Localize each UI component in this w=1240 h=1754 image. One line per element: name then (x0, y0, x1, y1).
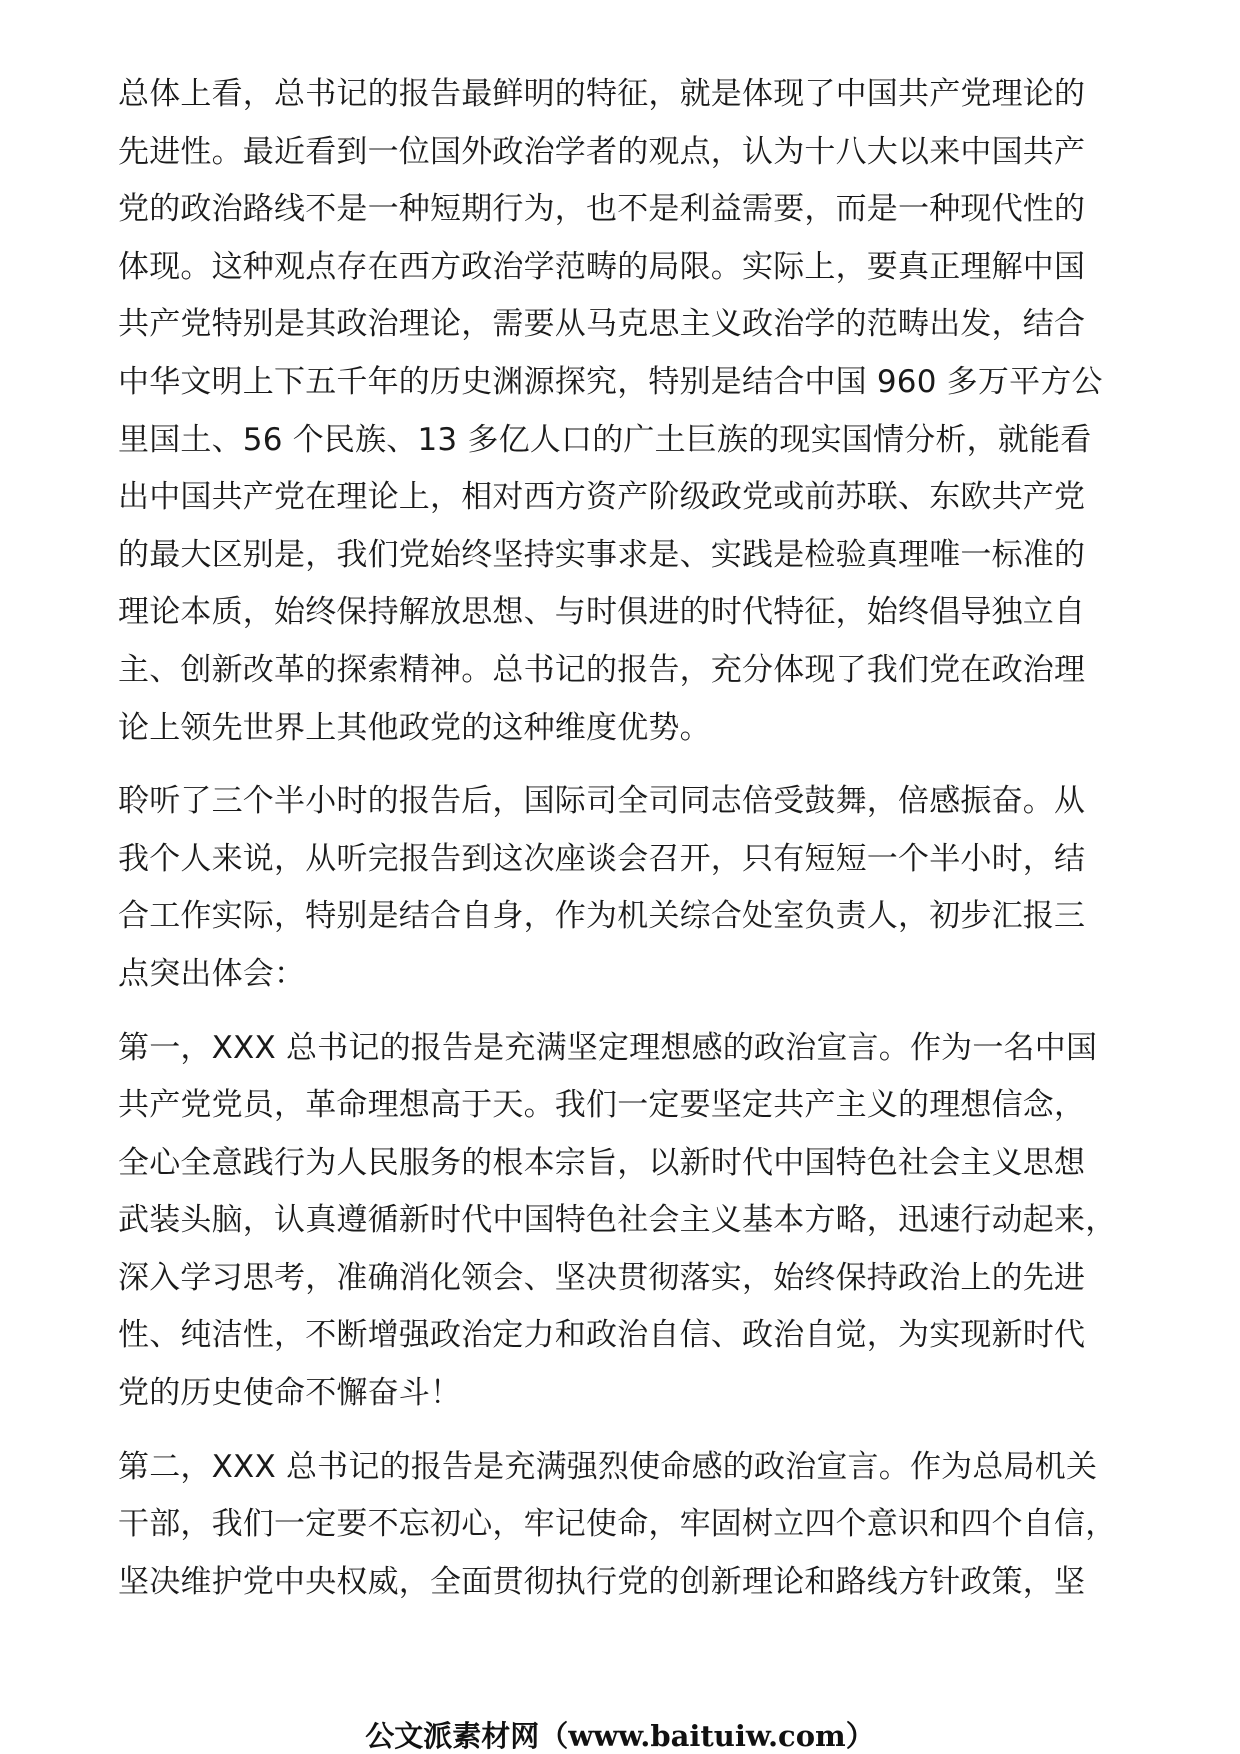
paragraph-4: 第二，XXX 总书记的报告是充满强烈使命感的政治宣言。作为总局机关 干部，我们一定要不忘初心，牢记使命，牢固树立四个意识和四个自信， 坚决维护党中央权威，全面贯彻执行党的创新理论和路线方针政策，坚 (118, 1448, 1117, 1600)
footer-watermark: 公文派素材网（www.baituiw.com） (365, 1719, 875, 1753)
paragraph-3: 第一，XXX 总书记的报告是充满坚定理想感的政治宣言。作为一名中国 共产党党员，革命理想高于天。我们一定要坚定共产主义的理想信念， 全心全意践行为人民服务的根本宗旨，以新时代中国特色社会主义思想 武装头脑，认真遵循新时代中国特色社会主义基本方略，迅速行动起来， 深入学习思考，准确消化领会、坚决贯彻落实，始终保持政治上的先进 性、纯洁性，不断增强政治定力和政治自信、政治自觉，为实现新时代 党的历史使命不懈奋斗！ (118, 1029, 1117, 1412)
paragraph-1: 总体上看，总书记的报告最鲜明的特征，就是体现了中国共产党理论的 先进性。最近看到一位国外政治学者的观点，认为十八大以来中国共产 党的政治路线不是一种短期行为，也不是利益需要，而是一种现代性的 体现。这种观点存在西方政治学范畴的局限。实际上，要真正理解中国 共产党特别是其政治理论，需要从马克思主义政治学的范畴出发，结合 中华文明上下五千年的历史渊源探究，特别是结合中国 960 多万平方公 里国土、56 个民族、13 多亿人口的广土巨族的现实国情分析，就能看 出中国共产党在理论上，相对西方资产阶级政党或前苏联、东欧共产党 的最大区别是，我们党始终坚持实事求是、实践是检验真理唯一标准的 理论本质，始终保持解放思想、与时俱进的时代特征，始终倡导独立自 主、创新改革的探索精神。总书记的报告，充分体现了我们党在政治理 论上领先世界上其他政党的这种维度优势。 (118, 76, 1103, 746)
paragraph-2: 聆听了三个半小时的报告后，国际司全司同志倍受鼓舞，倍感振奋。从 我个人来说，从听完报告到这次座谈会召开，只有短短一个半小时，结 合工作实际，特别是结合自身，作为机关综合处室负责人，初步汇报三 点突出体会： (118, 783, 1086, 992)
document-body (118, 66, 1163, 1627)
